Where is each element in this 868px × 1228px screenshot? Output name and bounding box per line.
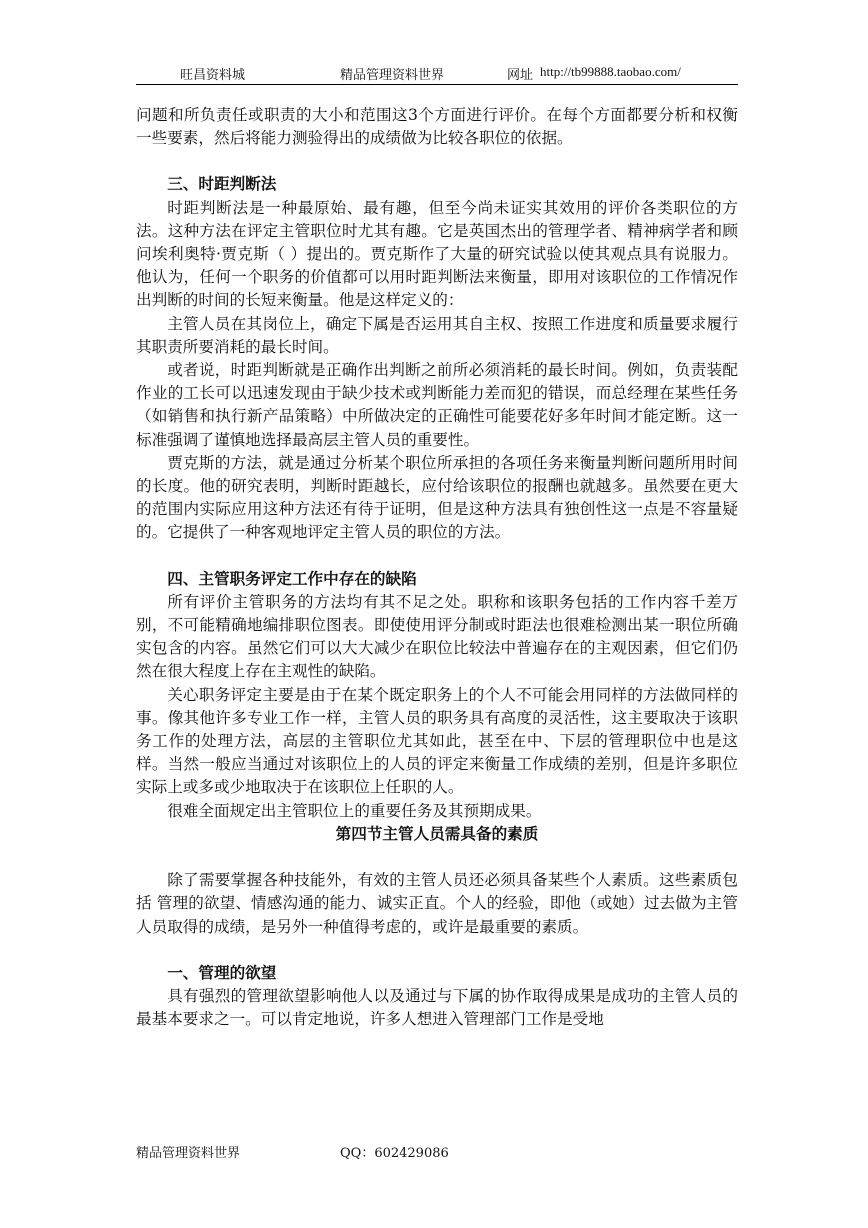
paragraph-continued: 问题和所负责任或职责的大小和范围这3个方面进行评价。在每个方面都要分析和权衡一些要素，然后将能力测验得出的成绩做为比较各职位的依据。 [136,106,738,148]
header-url-label: 网址 [507,68,534,83]
footer-brand: 精品管理资料世界 [136,1146,241,1161]
document-body [136,104,738,1031]
paragraph: 主管人员在其岗位上，确定下属是否运用其自主权、按照工作进度和质量要求履行其职责所要消耗的最长时间。 [136,314,738,356]
page-header [136,60,738,85]
paragraph: 除了需要掌握各种技能外，有效的主管人员还必须具备某些个人素质。这些素质包括 管理的欲望、情感沟通的能力、诚实正直。个人的经验，即他（或她）过去做为主管人员取得的成绩，是另外一种值得考虑的，或许是最重要的素质。 [136,871,738,936]
paragraph: 时距判断法是一种最原始、最有趣，但至今尚未证实其效用的评价各类职位的方法。这种方法在评定主管职位时尤其有趣。它是英国杰出的管理学者、精神病学者和顾问埃利奥特·贾克斯（ ）提出的。贾克斯作了大量的研究试验以使其观点具有说服力。他认为，任何一个职务的价值都可以用时距判断法来衡量，即用对该职位的工作情况作出判断的时间的长短来衡量。他是这样定义的： [136,198,738,310]
header-site-name: 旺昌资料城 [180,68,246,83]
header-url-link[interactable]: http://tb99888.taobao.com/ [540,64,681,79]
heading-time-span-method: 三、时距判断法 [167,175,277,194]
paragraph: 很难全面规定出主管职位上的重要任务及其预期成果。 [167,801,542,820]
paragraph: 具有强烈的管理欲望影响他人以及通过与下属的协作取得成果是成功的主管人员的最基本要求之一。可以肯定地说，许多人想进入管理部门工作是受地 [136,986,738,1029]
section-title: 第四节主管人员需具备的素质 [335,824,539,843]
paragraph: 所有评价主管职务的方法均有其不足之处。职称和该职务包括的工作内容千差万别，不可能精确地编排职位图表。即使使用评分制或时距法也很难检测出某一职位所确实包含的内容。虽然它们可以大大减少在职位比较法中普遍存在的主观因素，但它们仍然在很大程度上存在主观性的缺陷。 [136,592,738,681]
header-brand: 精品管理资料世界 [340,68,445,83]
heading-desire-to-manage: 一、管理的欲望 [167,963,277,982]
heading-evaluation-defects: 四、主管职务评定工作中存在的缺陷 [167,569,417,588]
paragraph: 或者说，时距判断就是正确作出判断之前所必须消耗的最长时间。例如，负责装配作业的工长可以迅速发现由于缺少技术或判断能力差而犯的错误，而总经理在某些任务（如销售和执行新产品策略）中所做决定的正确性可能要花好多年时间才能定断。这一标准强调了谨慎地选择最高层主管人员的重要性。 [136,361,738,449]
footer-qq: QQ：602429086 [340,1146,449,1161]
paragraph: 关心职务评定主要是由于在某个既定职务上的个人不可能会用同样的方法做同样的事。像其他许多专业工作一样，主管人员的职务具有高度的灵活性，这主要取决于该职务工作的处理方法，高层的主管职位尤其如此，甚至在中、下层的管理职位中也是这样。当然一般应当通过对该职位上的人员的评定来衡量工作成绩的差别，但是许多职位实际上或多或少地取决于在该职位上任职的人。 [136,685,738,797]
paragraph: 贾克斯的方法，就是通过分析某个职位所承担的各项任务来衡量判断问题所用时间的长度。他的研究表明，判断时距越长，应付给该职位的报酬也就越多。虽然要在更大的范围内实际应用这种方法还有待于证明，但是这种方法具有独创性这一点是不容量疑的。它提供了一种客观地评定主管人员的职位的方法。 [136,453,738,542]
